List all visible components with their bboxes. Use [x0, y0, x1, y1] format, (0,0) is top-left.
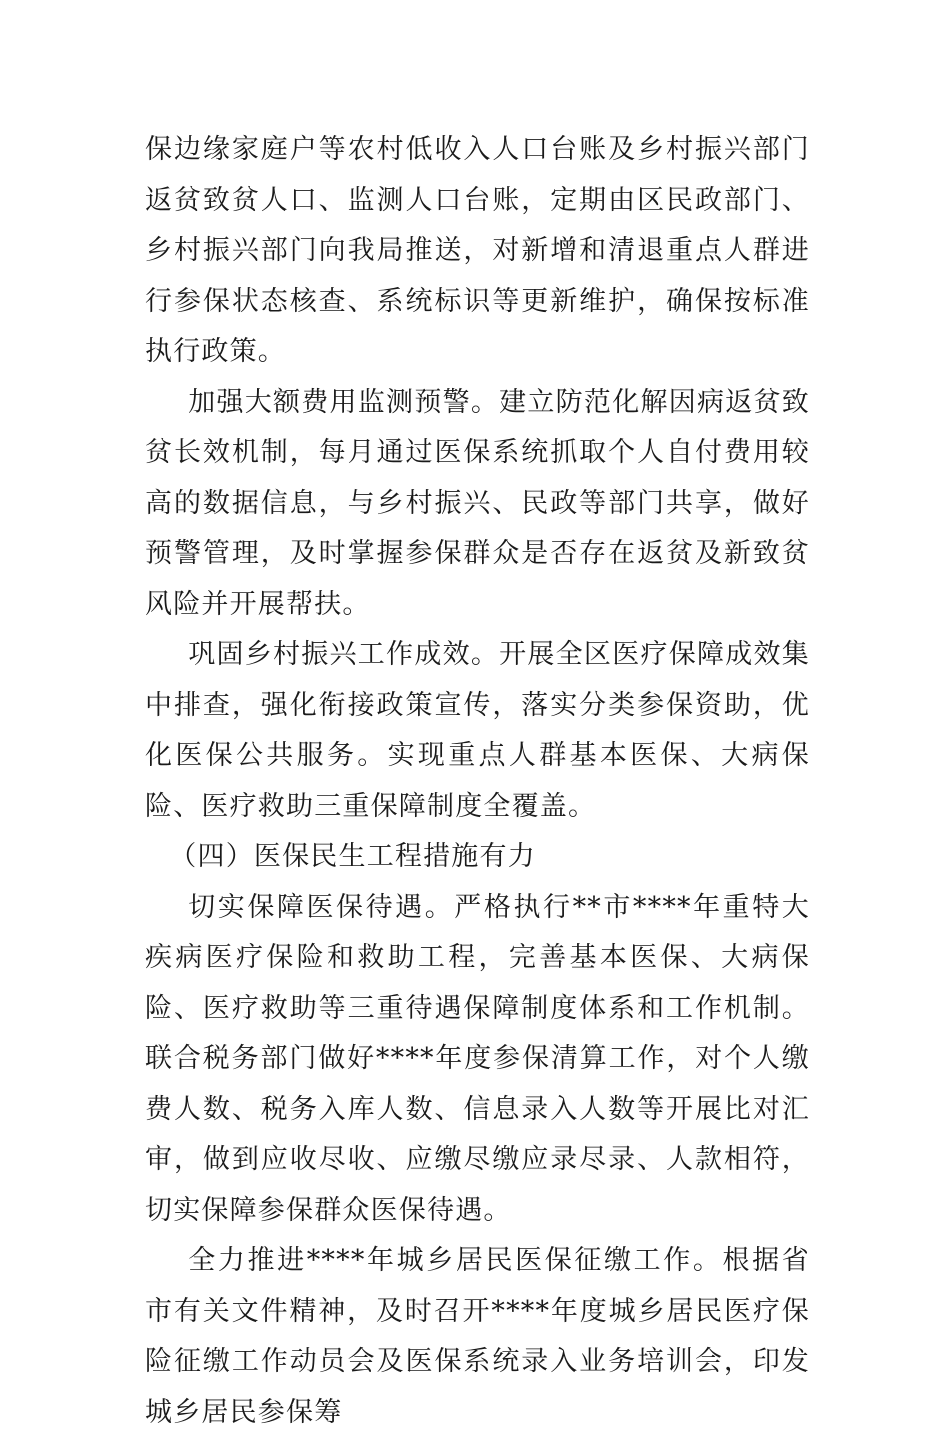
document-body — [145, 125, 810, 1438]
section-heading: （四）医保民生工程措施有力 — [169, 841, 536, 872]
paragraph-premium-collection: 全力推进****年城乡居民医保征缴工作。根据省市有关文件精神，及时召开****年度城乡居民医疗保险征缴工作动员会及医保系统录入业务培训会，印发城乡居民参保筹 — [145, 1245, 810, 1428]
paragraph-rural-revitalization: 巩固乡村振兴工作成效。开展全区医疗保障成效集中排查，强化衔接政策宣传，落实分类参保资助，优化医保公共服务。实现重点人群基本医保、大病保险、医疗救助三重保障制度全覆盖。 — [145, 639, 810, 822]
paragraph-medical-benefits: 切实保障医保待遇。严格执行**市****年重特大疾病医疗保险和救助工程，完善基本医保、大病保险、医疗救助等三重待遇保障制度体系和工作机制。联合税务部门做好****年度参保清算工作，对个人缴费人数、税务入库人数、信息录入人数等开展比对汇审，做到应收尽收、应缴尽缴应录尽录、人款相符，切实保障参保群众医保待遇。 — [145, 891, 810, 1226]
paragraph-continuation: 保边缘家庭户等农村低收入人口台账及乡村振兴部门返贫致贫人口、监测人口台账，定期由区民政部门、乡村振兴部门向我局推送，对新增和清退重点人群进行参保状态核查、系统标识等更新维护，确保按标准执行政策。 — [145, 134, 810, 367]
paragraph-large-expense-monitoring: 加强大额费用监测预警。建立防范化解因病返贫致贫长效机制，每月通过医保系统抓取个人自付费用较高的数据信息，与乡村振兴、民政等部门共享，做好预警管理，及时掌握参保群众是否存在返贫及新致贫风险并开展帮扶。 — [145, 386, 810, 620]
